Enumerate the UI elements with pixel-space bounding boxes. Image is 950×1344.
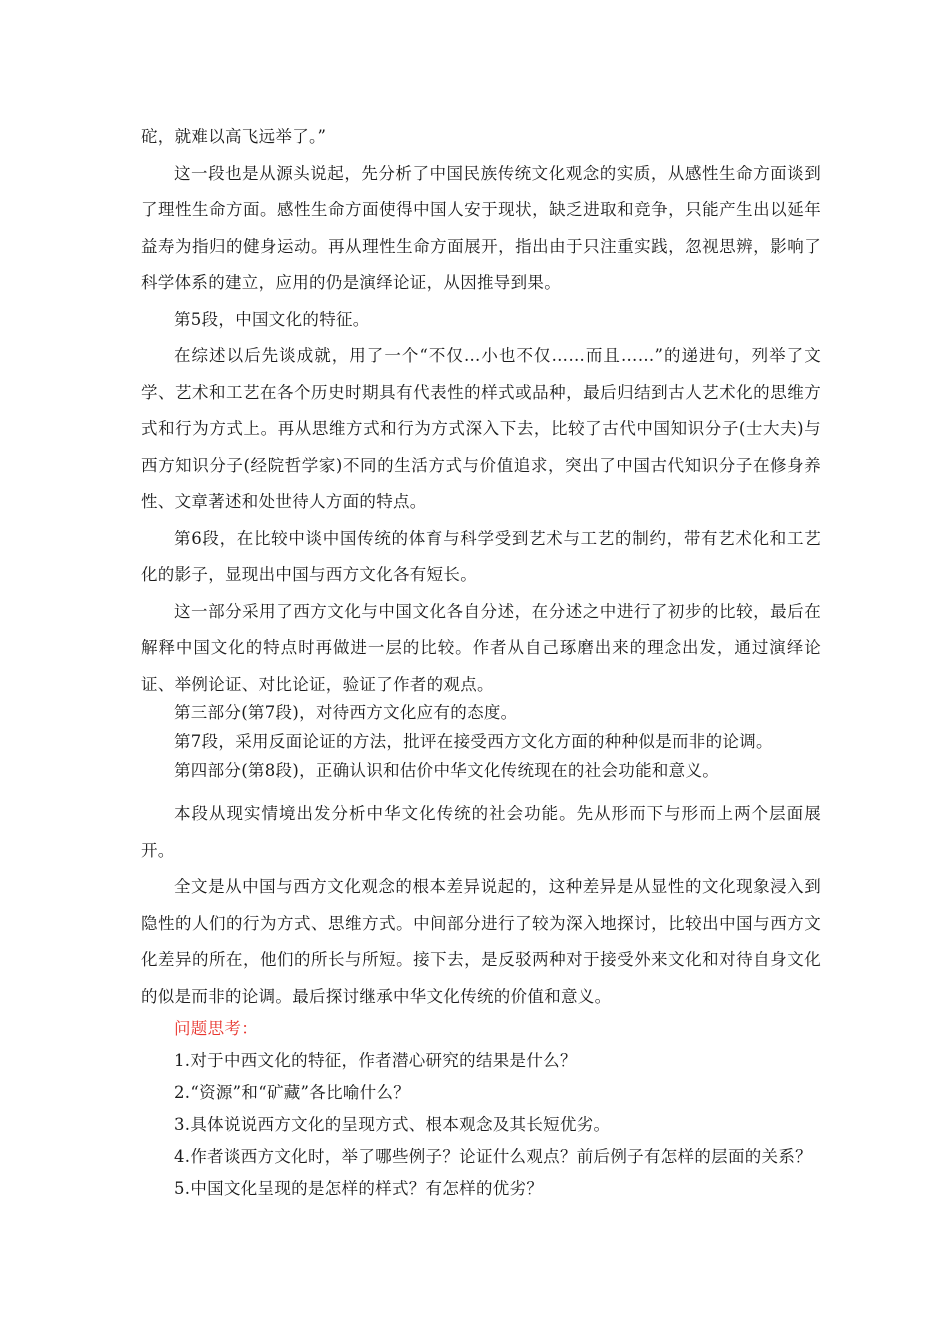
questions-section xyxy=(141,1013,821,1205)
body-text-lower xyxy=(141,698,821,785)
paragraph-8: 本段从现实情境出发分析中华文化传统的社会功能。先从形而下与形而上两个层面展开。 xyxy=(141,804,821,860)
question-item: 3.具体说说西方文化的呈现方式、根本观念及其长短优劣。 xyxy=(174,1115,611,1134)
paragraph-6: 第6段，在比较中谈中国传统的体育与科学受到艺术与工艺的制约，带有艺术化和工艺化的影子，显现出中国与西方文化各有短长。 xyxy=(141,528,821,584)
paragraph-source-analysis: 这一段也是从源头说起，先分析了中国民族传统文化观念的实质，从感性生命方面谈到了理性生命方面。感性生命方面使得中国人安于现状，缺乏进取和竞争，只能产生出以延年益寿为指归的健身运动。再从理性生命方面展开，指出由于只注重实践，忽视思辨，影响了科学体系的建立，应用的仍是演绎论证，从因推导到果。 xyxy=(141,163,821,292)
body-text xyxy=(141,119,821,703)
question-item: 2.“资源”和“矿藏”各比喻什么？ xyxy=(174,1083,411,1102)
question-item: 1.对于中西文化的特征，作者潜心研究的结果是什么？ xyxy=(174,1051,577,1070)
question-item: 4.作者谈西方文化时，举了哪些例子？论证什么观点？前后例子有怎样的层面的关系？ xyxy=(174,1147,812,1166)
paragraph-7: 第7段，采用反面论证的方法，批评在接受西方文化方面的种种似是而非的论调。 xyxy=(174,732,773,751)
paragraph-5-detail: 在综述以后先谈成就，用了一个“不仅…小也不仅……而且……”的递进句，列举了文学、艺术和工艺在各个历史时期具有代表性的样式或品种，最后归结到古人艺术化的思维方式和行为方式上。再从思维方式和行为方式深入下去，比较了古代中国知识分子(士大夫)与西方知识分子(经院哲学家)不同的生活方式与价值追求，突出了中国古代知识分子在修身养性、文章著述和处世待人方面的特点。 xyxy=(141,346,821,511)
questions-heading: 问题思考： xyxy=(174,1019,258,1038)
paragraph-5-heading: 第5段，中国文化的特征。 xyxy=(174,309,370,329)
paragraph-full-summary: 全文是从中国与西方文化观念的根本差异说起的，这种差异是从显性的文化现象浸入到隐性的人们的行为方式、思维方式。中间部分进行了较为深入地探讨，比较出中国与西方文化差异的所在，他们的所长与所短。接下去，是反驳两种对于接受外来文化和对待自身文化的似是而非的论调。最后探讨继承中华文化传统的价值和意义。 xyxy=(141,877,821,1006)
question-item: 5.中国文化呈现的是怎样的样式？有怎样的优劣？ xyxy=(174,1179,544,1198)
paragraph-part-summary: 这一部分采用了西方文化与中国文化各自分述，在分述之中进行了初步的比较，最后在解释中国文化的特点时再做进一层的比较。作者从自己琢磨出来的理念出发，通过演绎论证、举例论证、对比论证，验证了作者的观点。 xyxy=(141,601,821,694)
part-3-heading: 第三部分(第7段)，对待西方文化应有的态度。 xyxy=(174,703,518,722)
paragraph-continued: 砣，就难以高飞远举了。” xyxy=(141,127,327,146)
body-text-final xyxy=(141,796,821,1015)
part-4-heading: 第四部分(第8段)，正确认识和估价中华文化传统现在的社会功能和意义。 xyxy=(174,761,720,780)
